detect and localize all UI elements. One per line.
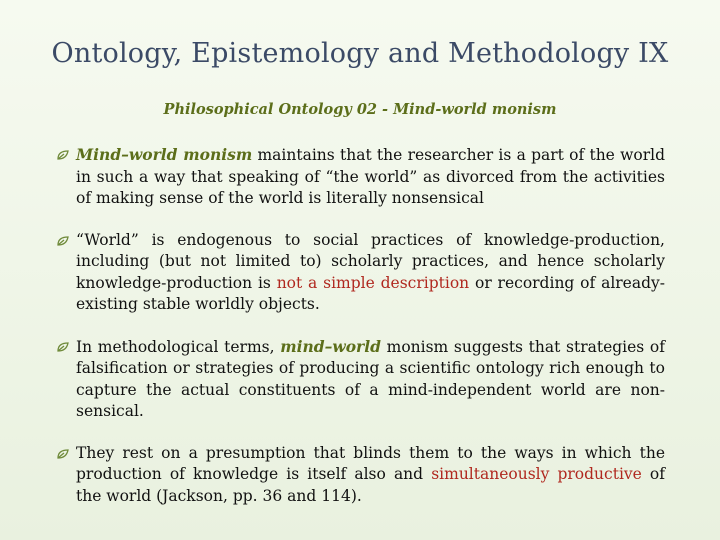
bullet-item-3 <box>57 336 665 423</box>
leaf-bullet-icon <box>57 342 69 352</box>
inline-emphasis: mind–world <box>280 336 381 356</box>
leaf-bullet-icon <box>57 150 69 160</box>
inline-text: “World” is endogenous to social practices of knowledge-production, including (but not limited to) scholarly practices, and hence scholarly knowledge-production is <box>76 230 665 292</box>
bullet-text <box>76 444 665 505</box>
slide-subtitle: Philosophical Ontology 02 - Mind-world monism <box>163 101 557 118</box>
leaf-bullet-icon <box>57 236 69 246</box>
inline-emphasis: Mind–world monism <box>76 145 253 164</box>
bullet-item-2 <box>57 230 665 316</box>
inline-text: maintains that the researcher is a part of the world in such a way that speaking of “the world” as divorced from the activities of making sense of the world is literally nonsensical <box>76 146 665 207</box>
bullet-text <box>76 146 665 207</box>
inline-highlight: not a simple description <box>276 273 470 292</box>
bullet-text <box>76 338 665 421</box>
bullet-item-4 <box>57 443 665 508</box>
bullet-list <box>57 144 665 527</box>
inline-text: They rest on a presumption that blinds them to the ways in which the production of knowledge is itself also and <box>76 443 665 483</box>
leaf-bullet-icon <box>57 449 69 459</box>
slide-title: Ontology, Epistemology and Methodology IX <box>51 38 669 69</box>
bullet-text <box>76 231 665 314</box>
inline-text: In methodological terms, <box>76 337 281 356</box>
inline-text: of the world (Jackson, pp. 36 and 114). <box>76 465 665 505</box>
inline-text: monism suggests that strategies of falsification or strategies of producing a scientific ontology rich enough to capture the actual constituents of a mind-independent world are non-sensical. <box>76 337 665 420</box>
bullet-item-1 <box>57 144 665 210</box>
inline-highlight: simultaneously productive <box>431 465 642 483</box>
inline-text: or recording of already-existing stable worldly objects. <box>76 273 666 313</box>
